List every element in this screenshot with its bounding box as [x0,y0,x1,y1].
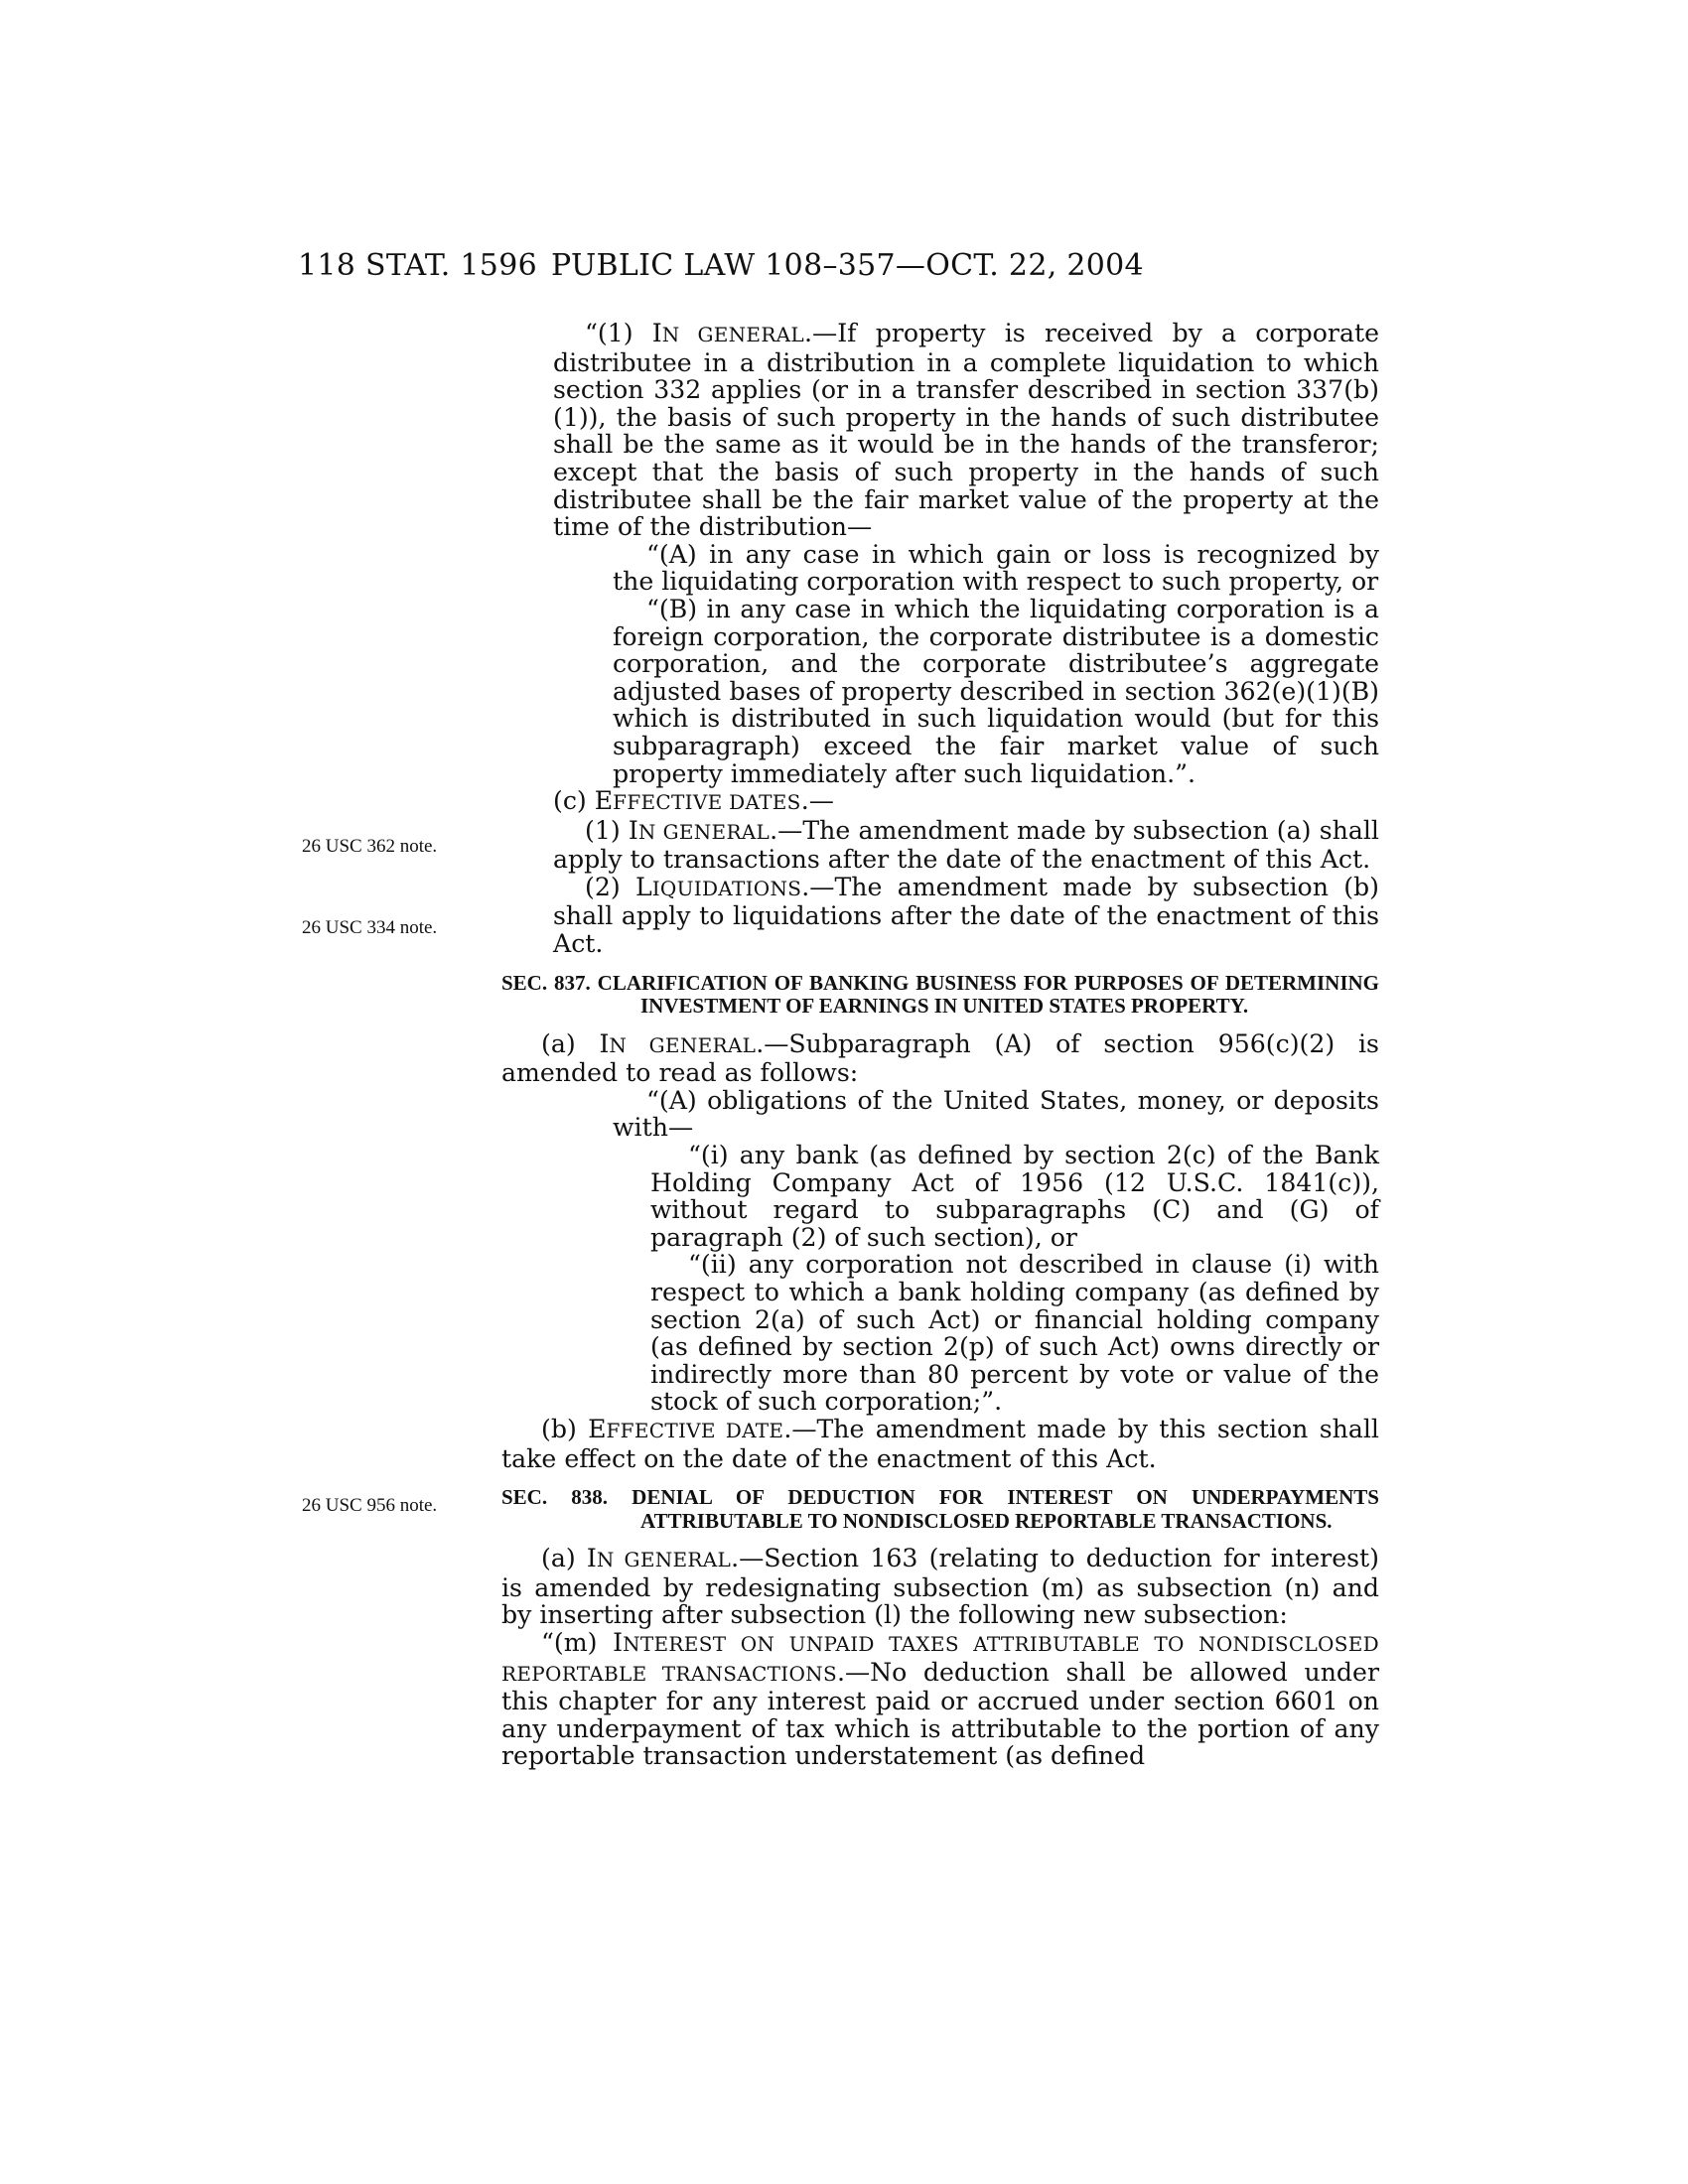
section-837-heading: SEC. 837. CLARIFICATION OF BANKING BUSINESS FOR PURPOSES OF DETERMINING INVESTMENT OF EARNINGS IN UNITED STATES PROPERTY. [501,970,1379,1019]
section-837-clause-i: “(i) any bank (as defined by section 2(c) of the Bank Holding Company Act of 1956 (12 U.S.C. 1841(c)), without regard to subparagraphs (C) and (G) of paragraph (2) of such section), or [650,1141,1379,1252]
section-838-heading: SEC. 838. DENIAL OF DEDUCTION FOR INTEREST ON UNDERPAYMENTS ATTRIBUTABLE TO NONDISCLOSED REPORTABLE TRANSACTIONS. [501,1485,1379,1533]
margin-note-usc-956: 26 USC 956 note. [302,1495,438,1516]
margin-note-usc-362: 26 USC 362 note. [302,836,438,857]
paragraph-1-in-general: “(1) IN GENERAL.—If property is received by a corporate distributee in a distribution in a complete liquidation to which section 332 applies (or in a transfer described in section 337(b)(1)), the basis of such property in the hands of such distributee shall be the same as it would be in the hands of the transferor; except that the basis of such property in the hands of such distributee shall be the fair market value of the property at the time of the distribution— [553,319,1379,542]
section-837-subsection-b: (b) EFFECTIVE DATE.—The amendment made by this section shall take effect on the date of the enactment of this Act. [501,1414,1379,1473]
section-837-clause-ii: “(ii) any corporation not described in clause (i) with respect to which a bank holding company (as defined by section 2(a) of such Act) or financial holding company (as defined by section 2(p) of such Act) owns directly or indirectly more than 80 percent by vote or value of the stock of such corporation;”. [650,1250,1379,1417]
document-body [501,320,1379,1770]
section-838-new-subsection-m: “(m) INTEREST ON UNPAID TAXES ATTRIBUTABLE TO NONDISCLOSED REPORTABLE TRANSACTIONS.—No deduction shall be allowed under this chapter for any interest paid or accrued under section 6601 on any underpayment of tax which is attributable to the portion of any reportable transaction understatement (as defined [501,1627,1379,1771]
paragraph-c2-liquidations: (2) LIQUIDATIONS.—The amendment made by subsection (b) shall apply to liquidations after the date of the enactment of this Act. [553,872,1379,959]
section-838-subsection-a: (a) IN GENERAL.—Section 163 (relating to deduction for interest) is amended by redesignating subsection (m) as subsection (n) and by inserting after subsection (l) the following new subsection: [501,1544,1379,1630]
section-837-subsection-a: (a) IN GENERAL.—Subparagraph (A) of section 956(c)(2) is amended to read as follows: [501,1028,1379,1088]
section-837-subparagraph-A: “(A) obligations of the United States, money, or deposits with— [613,1085,1379,1143]
running-header-title: PUBLIC LAW 108–357—OCT. 22, 2004 [551,248,1144,283]
stat-page-number: 118 STAT. 1596 [298,248,537,283]
subsection-c-effective-dates: (c) EFFECTIVE DATES.— [553,786,834,816]
paragraph-c1-in-general: (1) IN GENERAL.—The amendment made by subsection (a) shall apply to transactions after the date of the enactment of this Act. [553,815,1379,875]
margin-note-usc-334: 26 USC 334 note. [302,917,438,938]
subparagraph-A: “(A) in any case in which gain or loss is recognized by the liquidating corporation with respect to such property, or [613,539,1379,597]
subparagraph-B: “(B) in any case in which the liquidating corporation is a foreign corporation, the corporate distributee is a domestic corporation, and the corporate distributee’s aggregate adjusted bases of property described in section 362(e)(1)(B) which is distributed in such liquidation would (but for this subparagraph) exceed the fair market value of such property immediately after such liquidation.”. [613,594,1379,788]
